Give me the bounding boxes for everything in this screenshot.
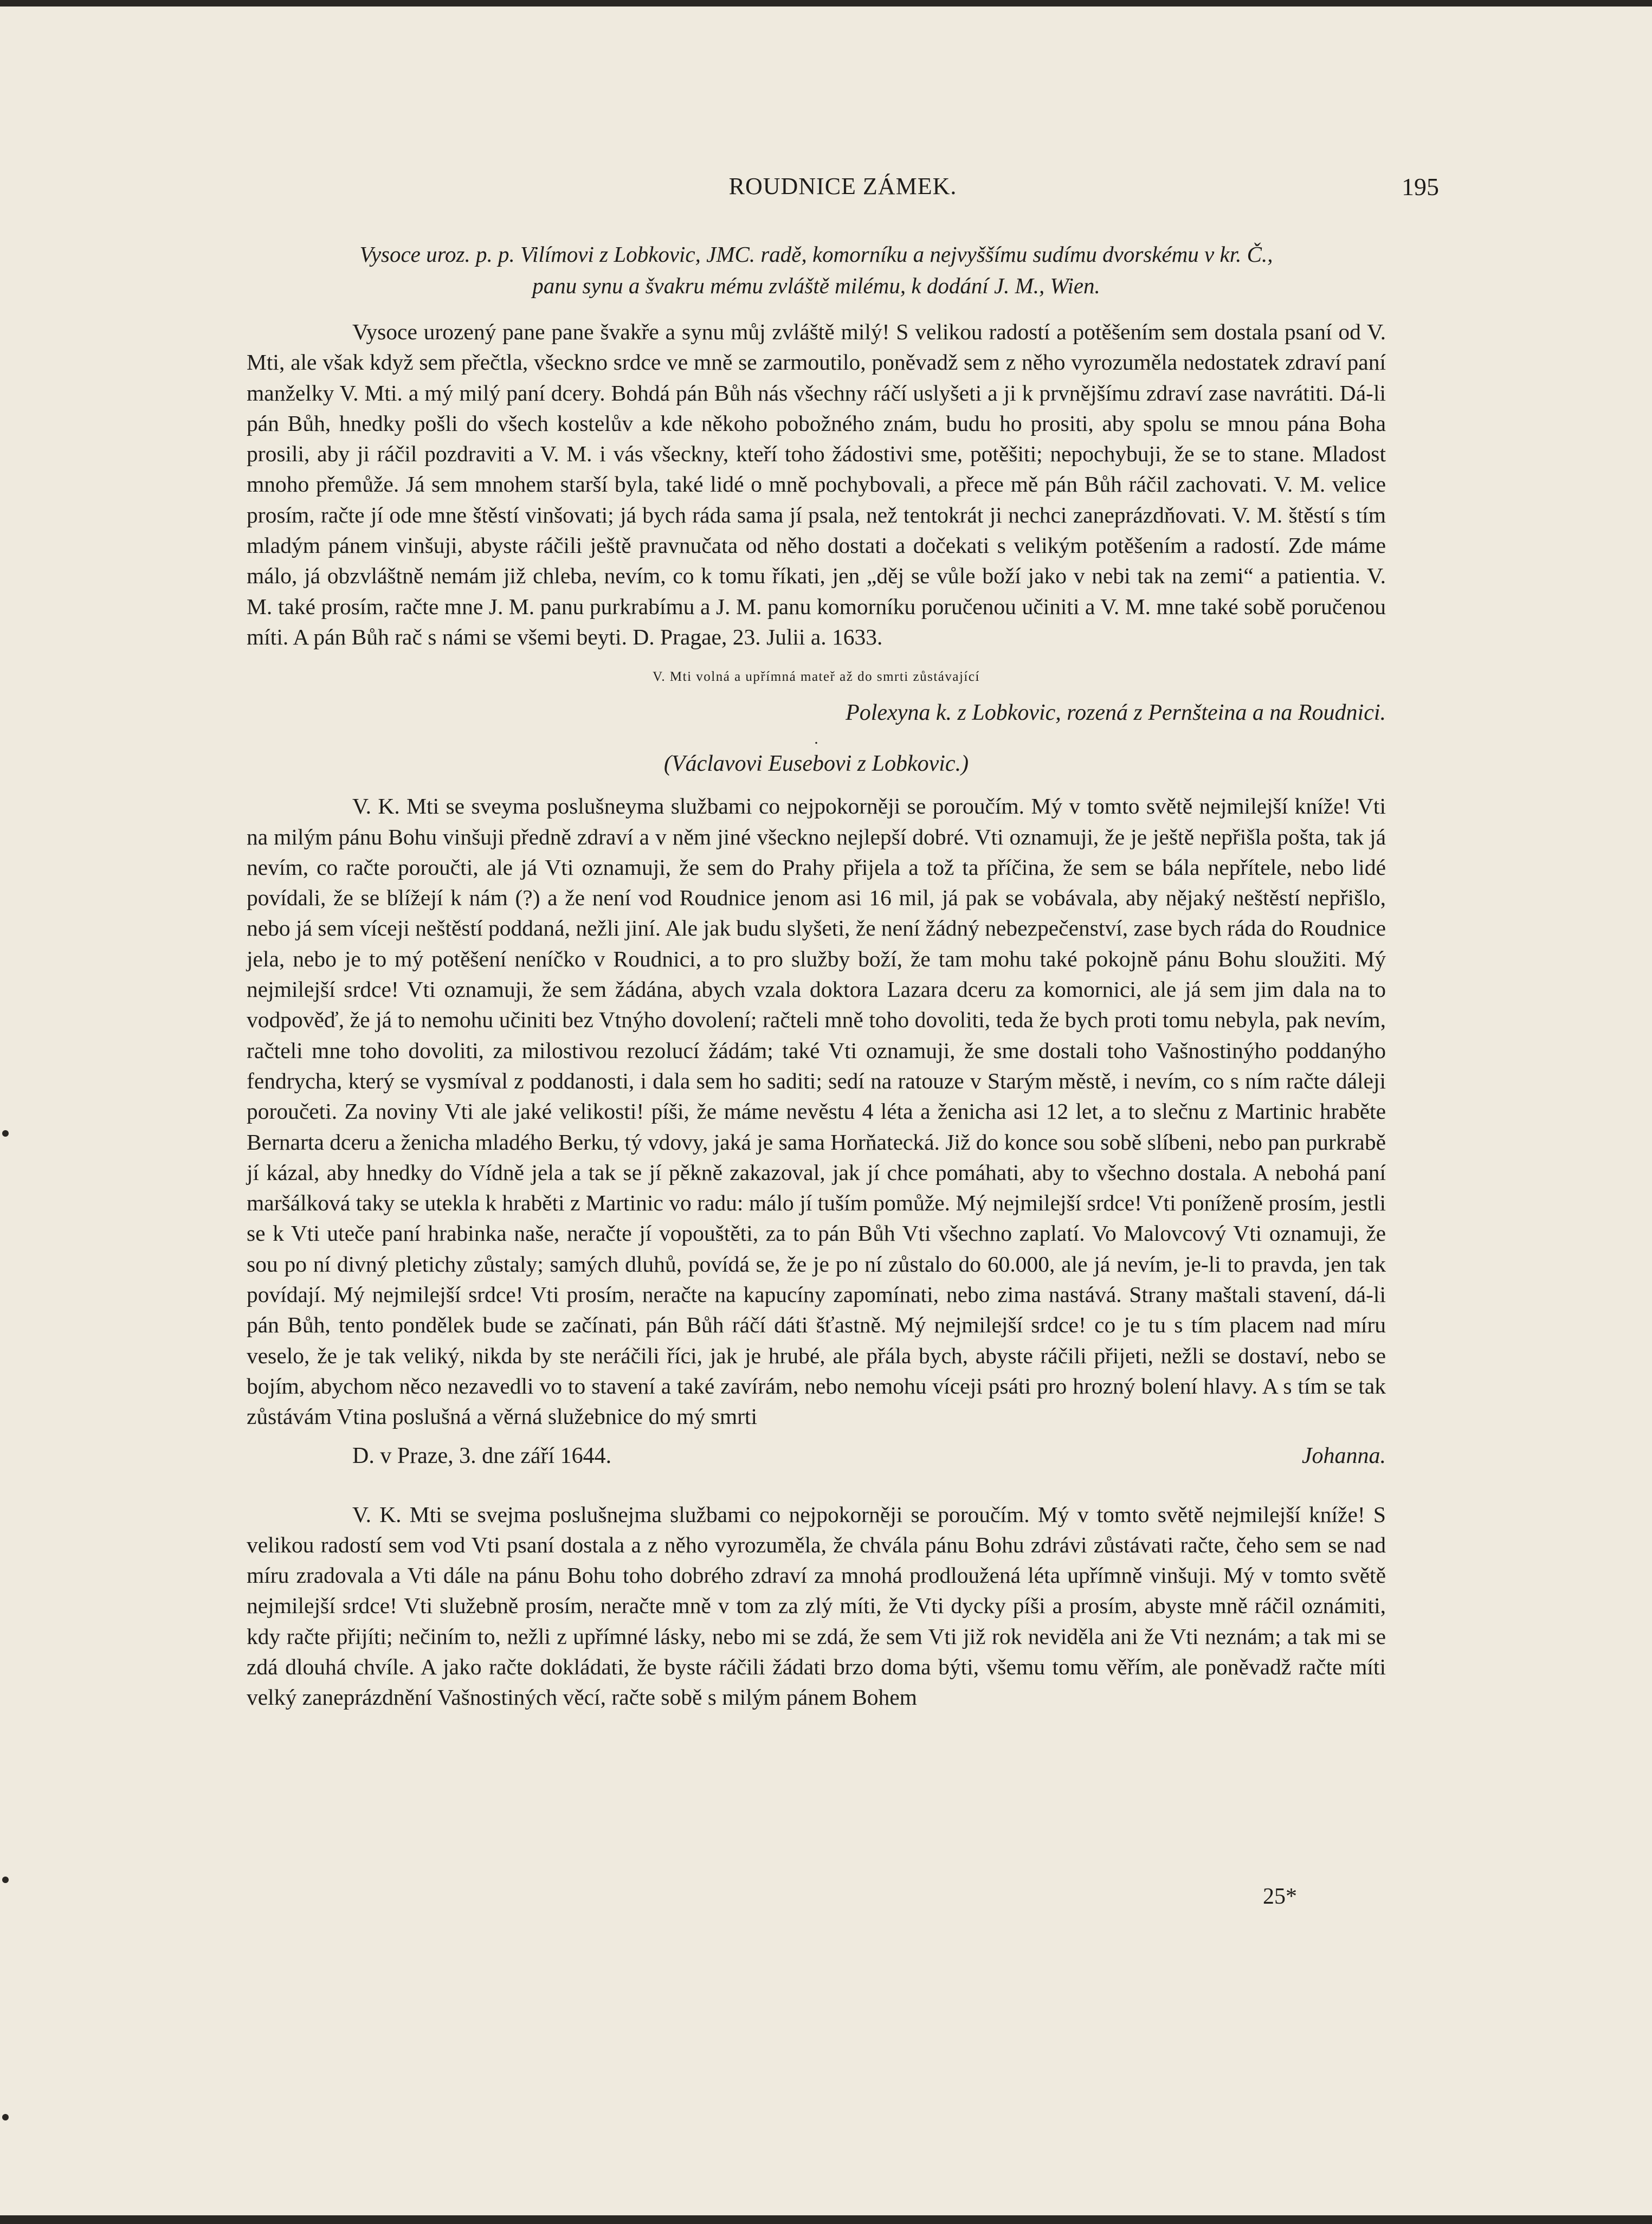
letter-2 bbox=[247, 751, 1386, 1471]
letter-1 bbox=[247, 238, 1386, 750]
letter-2-recipient: (Václavovi Eusebovi z Lobkovic.) bbox=[663, 751, 969, 777]
section-separator: . bbox=[814, 730, 818, 748]
letter-1-closing: V. Mti volná a upřímná mateř až do smrti zůstávající bbox=[653, 669, 980, 685]
letter-2-dateline bbox=[247, 1441, 1386, 1471]
page-number: 195 bbox=[1402, 173, 1439, 201]
letter-2-body: V. K. Mti se sveyma poslušneyma službami co nejpokorněji se poroučím. Mý v tomto světě nejmilejší kníže! Vti na milým pánu Bohu vinšuji předně zdraví a v něm jiné všeckno nejlepší dobré. Vti oznamuji, že je ještě nepřišla pošta, tak já nevím, co račte poroučti, ale já Vti oznamuji, že sem do Prahy přijela a tož ta příčina, že sem se bála nepřítele, nebo lidé povídali, že se blížejí k nám (?) a že není vod Roudnice jenom asi 16 mil, já pak se vobávala, aby nějaký neštěstí nepřišlo, nebo já sem víceji neštěstí poddaná, nežli jiní. Ale jak budu slyšeti, že není žádný nebezpečenství, zase bych ráda do Roudnice jela, nebo je to mý potěšení neníčko v Roudnici, a to pro služby boží, že tam mohu také pokojně pánu Bohu sloužiti. Mý nejmilejší srdce! Vti oznamuji, že sem žádána, abych vzala doktora Lazara dceru za komornici, ale já sem jim dala na to vodpověď, že já to nemohu učiniti bez Vtnýho dovolení; račteli mně toho dovoliti, teda že bych proti tomu nebyla, pak nevím, račteli mne toho dovoliti, za milostivou rezolucí žádám; také Vti oznamuji, že sme dostali toho Vašnostinýho poddanýho fendrycha, který se vysmíval z poddanosti, i dala sem ho saditi; sedí na ratouze v Starým městě, i nevím, co s ním račte dáleji poroučeti. Za noviny Vti ale jaké velikosti! píši, že máme nevěstu 4 léta a ženicha asi 12 let, a to slečnu z Martinic hraběte Bernarta dceru a ženicha mladého Berku, tý vdovy, jaká je sama Horňatecká. Již do konce sou sobě slíbeni, nebo pan purkrabě jí kázal, aby hnedky do Vídně jela a tak se jí pěkně zakazoval, jak jí chce pomáhati, aby to všechno dostala. A nebohá paní maršálková taky se utekla k hraběti z Martinic vo radu: málo jí tuším pomůže. Mý nejmilejší srdce! Vti poníženě prosím, jestli se k Vti uteče paní hrabinka naše, neračte jí vopouštěti, za to pán Bůh Vti všechno zaplatí. Vo Malovcový Vti oznamuji, že sou po ní divný pletichy zůstaly; samých dluhů, povídá se, že je po ní zůstalo do 60.000, ale já nevím, je-li to pravda, jen tak povídají. Mý nejmilejší srdce! Vti prosím, neračte na kapucíny zapomínati, nebo zima nastává. Strany maštali stavení, dá-li pán Bůh, tento pondělek bude se začínati, pán Bůh ráčí dáti šťastně. Mý nejmilejší srdce! co je tu s tím placem nad míru veselo, že je tak veliký, nikda by ste neráčili říci, jak je hrubé, ale přála bych, abyste ráčili přijeti, nežli se dostaví, nebo se bojím, abychom něco nezavedli vo to stavení a také zavírám, nebo nemohu víceji psáti pro hrozný bolení hlavy. A s tím se tak zůstávám Vtina poslušná a věrná služebnice do mý smrti bbox=[247, 794, 1386, 1429]
letter-3 bbox=[247, 1499, 1386, 1713]
address-line-1: Vysoce uroz. p. p. Vilímovi z Lobkovic, JMC. radě, komorníku a nejvyššímu sudímu dvorskému v kr. Č., bbox=[359, 242, 1273, 267]
letter-3-body: V. K. Mti se svejma poslušnejma službami co nejpokorněji se poroučím. Mý v tomto světě nejmilejší kníže! S velikou radostí sem vod Vti psaní dostala a z něho vyrozuměla, že chvála pánu Bohu zdrávi zůstávati račte, čeho sem se nad míru zradovala a Vti dále na pánu Bohu toho dobrého zdraví za mnohá prodloužená léta upřímně vinšuji. Mý v tomto světě nejmilejší srdce! Vti služebně prosím, neračte mně v tom za zlý míti, že Vti dycky píši a prosím, abyste mně ráčil oznámiti, kdy račte přijíti; nečiním to, nežli z upřímné lásky, nebo mi se zdá, že sem Vti již rok neviděla ani že Vti neznám; a tak mi se zdá dlouhá chvíle. A jako račte dokládati, že byste ráčili žádati brzo doma býti, všemu tomu věřím, ale poněvadž račte míti velký zaneprázdnění Vašnostiných věcí, račte sobě s milým pánem Bohem bbox=[247, 1501, 1386, 1710]
letter-1-signature: Polexyna k. z Lobkovic, rozená z Pernšteina a na Roudnici. bbox=[846, 700, 1386, 726]
letter-1-address bbox=[247, 238, 1386, 301]
letter-2-date: D. v Praze, 3. dne září 1644. bbox=[352, 1443, 612, 1468]
letter-1-body: Vysoce urozený pane pane švakře a synu můj zvláště milý! S velikou radostí a potěšením sem dostala psaní od V. Mti, ale však když sem přečtla, všeckno srdce ve mně se zarmoutilo, poněvadž sem z něho vyrozuměla nedostatek zdraví paní manželky V. Mti. a mý milý paní dcery. Bohdá pán Bůh nás všechny ráčí uslyšeti a ji k prvnějšímu zdraví zase navrátiti. Dá-li pán Bůh, hnedky pošli do všech kostelův a kde někoho pobožného znám, budu ho prositi, aby spolu se mnou pána Boha prosili, aby ji ráčil pozdraviti a V. M. i vás všeckny, kteří toho žádostivi sme, potěšiti; nepochybuji, že se to stane. Mladost mnoho přemůže. Já sem mnohem starší byla, také lidé o mně pochybovali, a přece mě pán Bůh ráčil zachovati. V. M. velice prosím, račte jí ode mne štěstí vinšovati; já bych ráda sama jí psala, než tentokrát ji nechci zaneprázdňovati. V. M. štěstí s tím mladým pánem vinšuji, abyste ráčili ještě pravnučata od něho dostati a dočekati s velikým potěšením a radostí. Zde máme málo, já obzvláštně nemám již chleba, nevím, co k tomu říkati, jen „děj se vůle boží jako v nebi tak na zemi“ a patientia. V. M. také prosím, račte mne J. M. panu purkrabímu a J. M. panu komorníku poručenou učiniti a V. M. mne také sobě poručenou míti. A pán Bůh rač s námi se všemi beyti. D. Pragae, 23. Julii a. 1633. bbox=[247, 319, 1386, 649]
header-title: ROUDNICE ZÁMEK. bbox=[728, 173, 957, 199]
running-header bbox=[247, 172, 1439, 210]
printer-signature-mark: 25* bbox=[1263, 1884, 1297, 1909]
letter-2-signature: Johanna. bbox=[1301, 1443, 1386, 1468]
address-line-2: panu synu a švakru mému zvláště milému, k dodání J. M., Wien. bbox=[532, 273, 1100, 298]
scan-edge-bottom bbox=[0, 2215, 1652, 2224]
page-content bbox=[247, 238, 1386, 1713]
